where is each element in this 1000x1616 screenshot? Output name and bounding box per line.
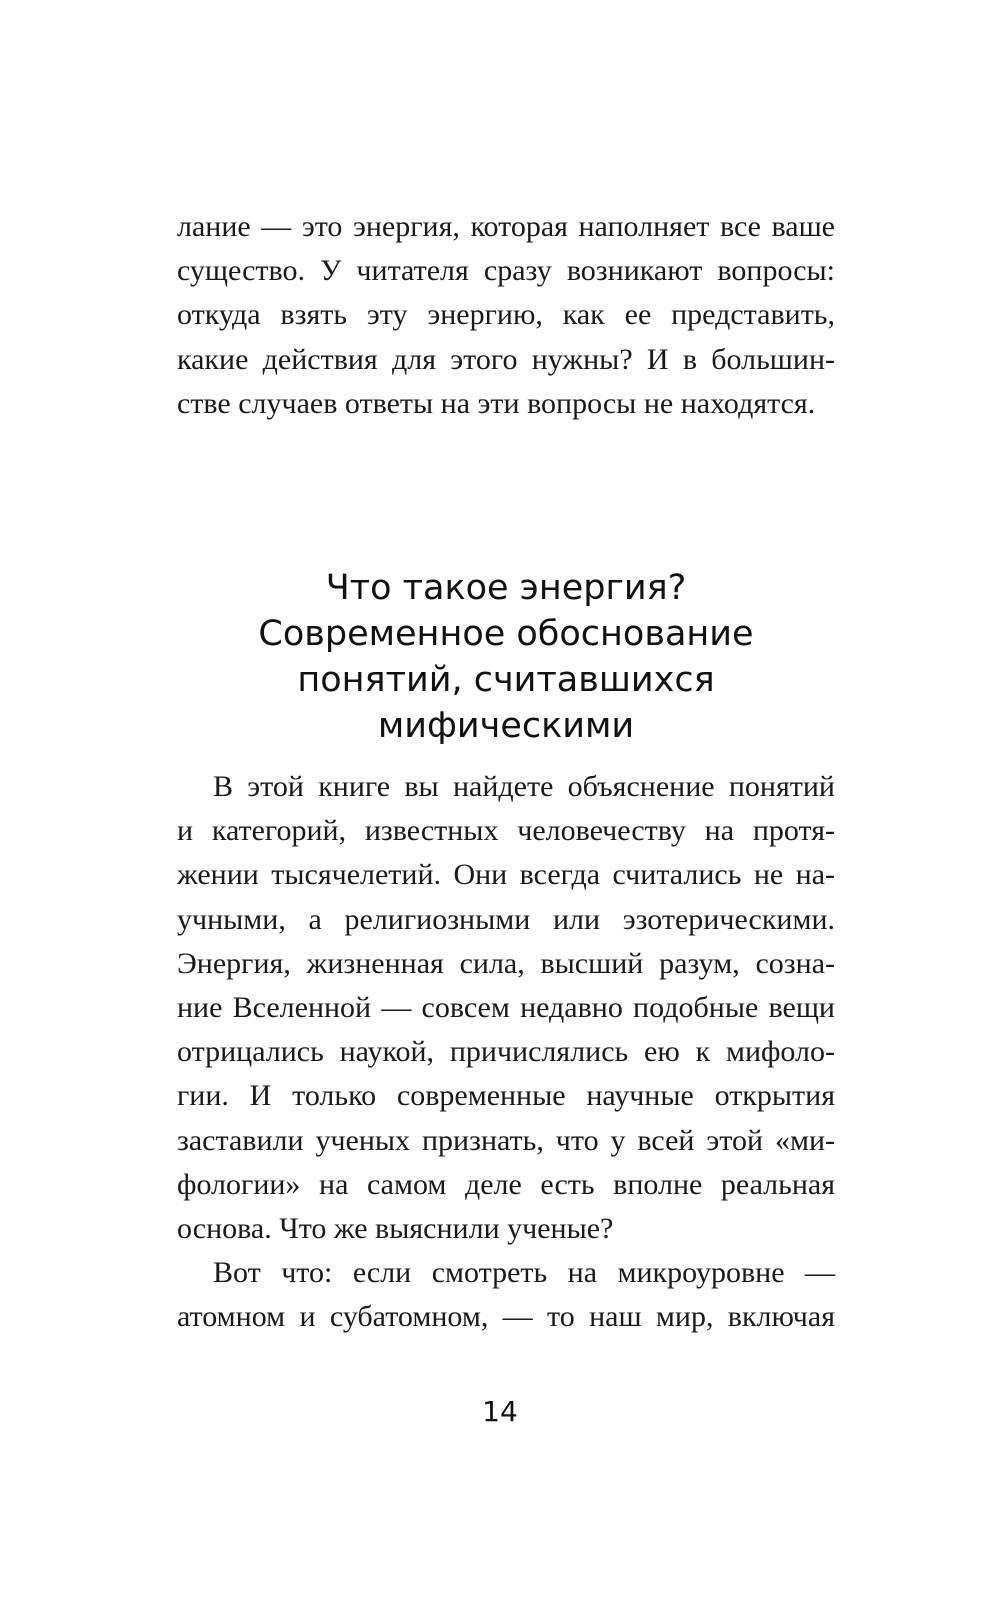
text-line: какие действия для этого нужны? И в большин- [177, 342, 835, 376]
text-line: и категорий, известных человечеству на протя- [177, 814, 835, 848]
text-line: жении тысячелетий. Они всегда считались не на- [177, 858, 835, 892]
heading-line: Что такое энергия? [325, 568, 687, 608]
section-heading [177, 565, 835, 749]
main-text [177, 765, 835, 1340]
text-line: откуда взять эту энергию, как ее представить, [177, 298, 835, 332]
text-line: лание — это энергия, которая наполняет все ваше [177, 210, 835, 243]
paragraph-2 [177, 1251, 835, 1339]
text-line: заставили ученых признать, что у всей этой «ми- [177, 1123, 835, 1157]
text-line: основа. Что же выяснили ученые? [177, 1212, 614, 1246]
heading-line: понятий, считавшихся [297, 660, 715, 700]
text-line: гии. И только современные научные открытия [177, 1079, 835, 1113]
page-number: 14 [482, 1395, 518, 1428]
text-line: фологии» на самом деле есть вполне реальная [177, 1167, 835, 1201]
text-line: Вот что: если смотреть на микроуровне — [213, 1256, 835, 1290]
text-line: ние Вселенной — совсем недавно подобные вещи [177, 991, 835, 1025]
text-line: атомном и субатомном, — то наш мир, включая [177, 1300, 835, 1334]
text-line: Энергия, жизненная сила, высший разум, созна- [177, 946, 835, 980]
intro-paragraph [177, 205, 835, 426]
text-line: существо. У читателя сразу возникают вопросы: [177, 254, 835, 288]
text-line: В этой книге вы найдете объяснение понятий [213, 770, 835, 803]
paragraph-1 [177, 765, 835, 1251]
heading-line: Современное обоснование [258, 614, 754, 654]
text-line: стве случаев ответы на эти вопросы не находятся. [177, 386, 816, 420]
heading-line: мифическими [377, 706, 635, 746]
text-line: учными, а религиозными или эзотерическими. [177, 902, 835, 936]
text-line: отрицались наукой, причислялись ею к мифоло- [177, 1035, 835, 1069]
